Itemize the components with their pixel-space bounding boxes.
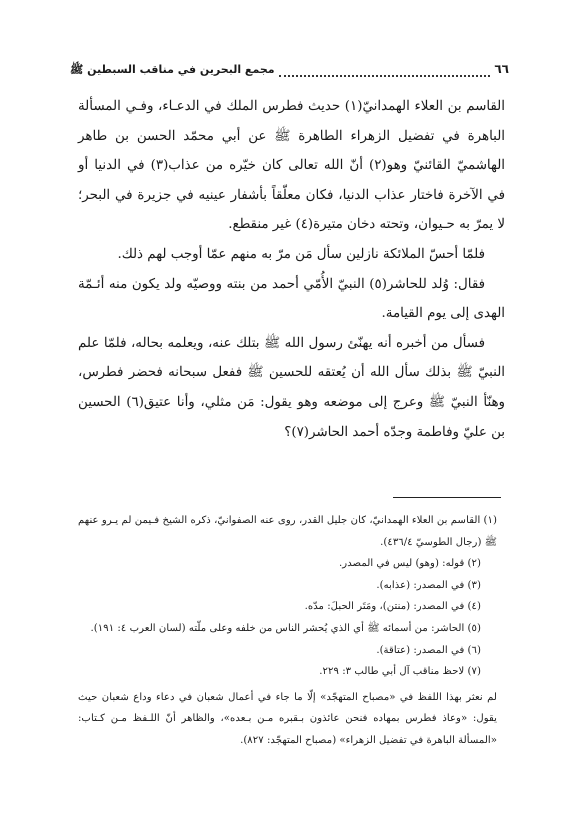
footnote-1: (١) القاسم بن العلاء الهمدانيّ، كان جليل القدر، روى عنه الصفوانيّ، ذكره الشيخ فـيمن لم يـرو عنهم ﷺ (رجال الطوسيّ ٤٣٦/٤). [78, 515, 497, 548]
running-title: مجمع البحرين في مناقب السبطين ﷺ [70, 63, 275, 76]
footnote-5: (٥) الحاشر: من أسمائه ﷺ أي الذي يُحشر الناس من خلفه وعلى ملّته (لسان العرب ٤: ١٩١). [90, 622, 481, 634]
paragraph-1: القاسم بن العلاء الهمدانيّ(١) حديث فطرس الملك في الدعـاء، وفـي المسألة الباهرة في تفضيل الزهراء الطاهرة ﷺ عن أبي محمّد الحسن بن طاهر الهاشميّ القائنيّ وهو(٢) أنّ الله تعالى كان خيّره من عذاب(٣) في الدنيا أو في الآخرة فاختار عذاب الدنيا، فكان معلّقاً بأشفار عينيه في جزيرة في البحر؛ لا يمرّ به حـيوان، وتحته دخان متيرة(٤) غير منقطع. [78, 99, 505, 233]
paragraph-3: فقال: وُلد للحاشر(٥) النبيّ الأُمّي أحمد من بنته ووصيّه ولد يكون منه أئـمّة الهدى إلى يوم القيامة. [78, 276, 505, 322]
footnote-continuation: لم نعثر بهذا اللفظ في «مصباح المتهجّد» إلّا ما جاء في أعمال شعبان في دعاء وداع شعبان حيث يقول: «وعاذ فطرس بمهاده فنحن عائذون بـقبره مـن بـعده»، والظاهر أنّ اللـفظ مـن كـتاب: «المسألة الباهرة في تفضيل الزهراء» (مصباح المتهجّد: ٨٢٧). [78, 691, 497, 746]
footnote-6: (٦) في المصدر: (عتاقة). [376, 644, 481, 656]
footnotes [78, 510, 497, 752]
footnote-separator [393, 497, 501, 498]
page-header [70, 62, 509, 82]
header-dot-leader [279, 67, 491, 77]
footnote-4: (٤) في المصدر: (منتن)، ومَتَر الحبلَ: مدّه. [304, 601, 481, 613]
page-number: ٦٦ [494, 62, 509, 76]
footnote-7: (٧) لاحظ مناقب آل أبي طالب ٣: ٢٢٩. [319, 666, 481, 678]
paragraph-2: فلمّا أحسّ الملائكة نازلين سأل مَن مرّ به منهم عمّا أوجب لهم ذلك. [117, 246, 485, 262]
footnote-3: (٣) في المصدر: (عذابه). [376, 579, 481, 591]
main-text [78, 92, 505, 447]
paragraph-4: فسأل من أخبره أنه يهنّئ رسول الله ﷺ بتلك عنه، ويعلمه بحاله، فلمّا علم النبيّ ﷺ بذلك سأل الله أن يُعتقه للحسين ﷺ ففعل سبحانه فحضر فطرس، وهنّأ النبيّ ﷺ وعرج إلى موضعه وهو يقول: مَن مثلي، وأنا عتيق(٦) الحسين بن عليّ وفاطمة وجدّه أحمد الحاشر(٧)؟ [78, 335, 506, 440]
footnote-2: (٢) قوله: (وهو) ليس في المصدر. [339, 558, 481, 570]
